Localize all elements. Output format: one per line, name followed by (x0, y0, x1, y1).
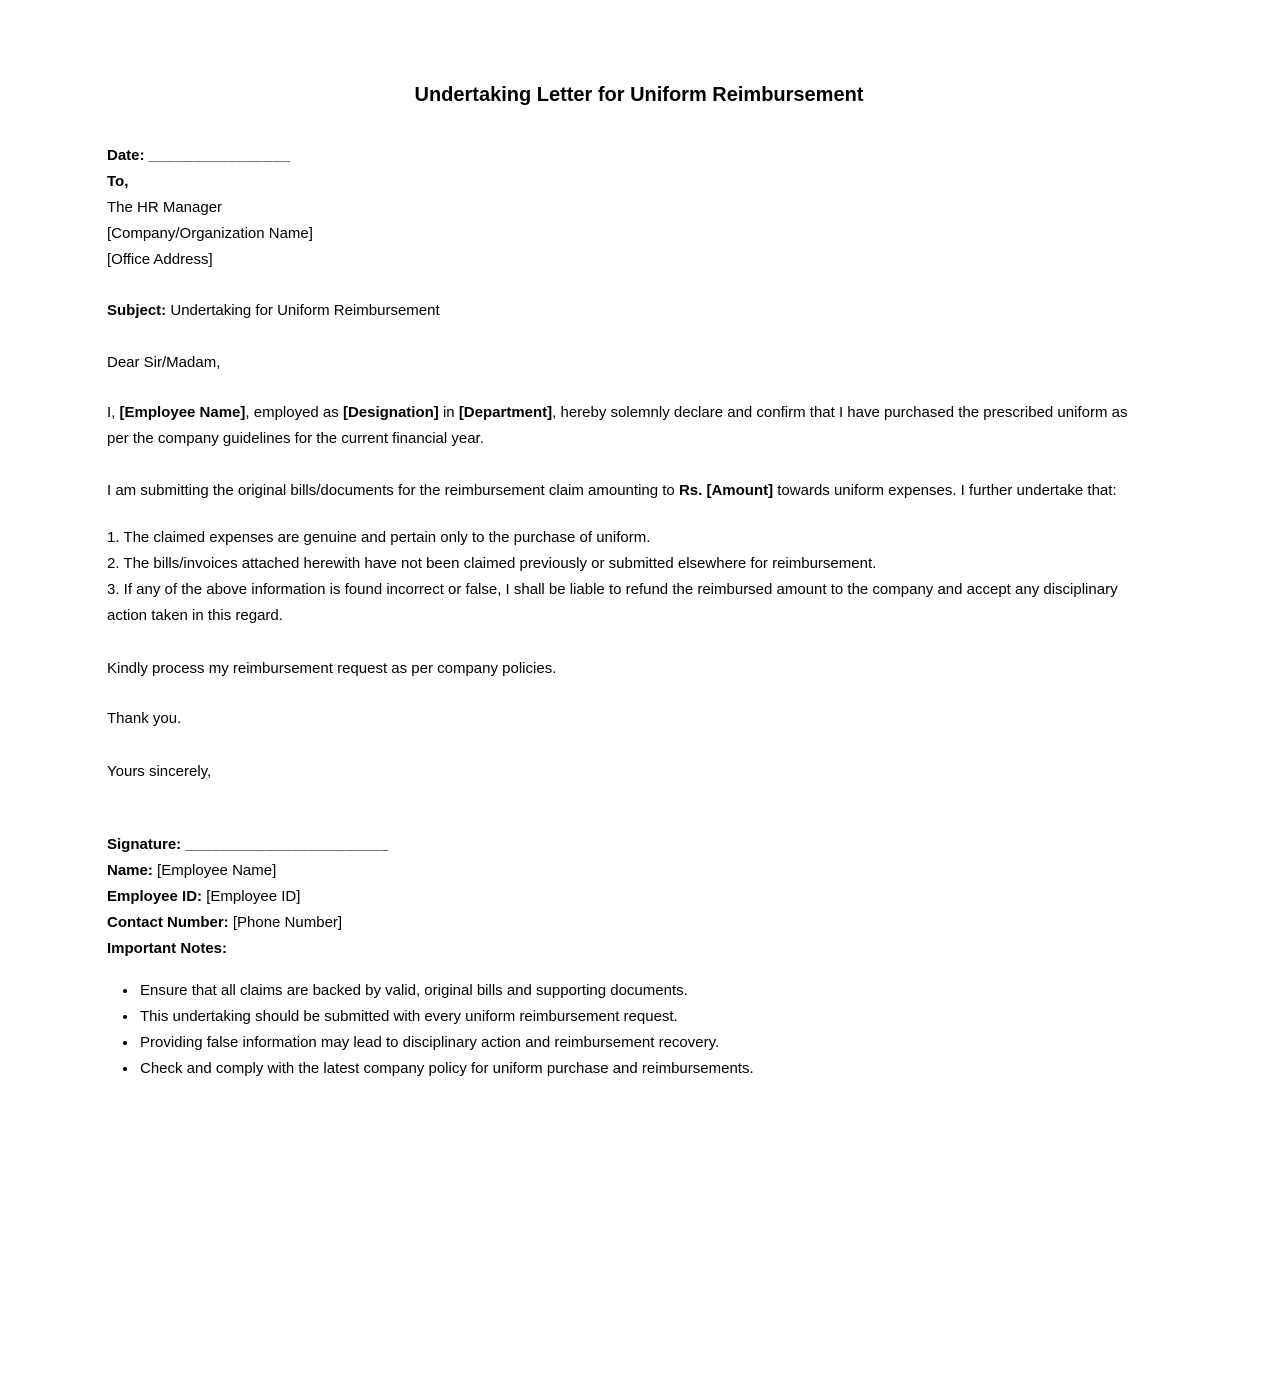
contact-row (107, 910, 1150, 936)
declaration-segment: in (438, 404, 459, 421)
undertaking-point: 1. The claimed expenses are genuine and pertain only to the purchase of uniform. (107, 529, 651, 546)
recipient-line: [Office Address] (107, 251, 213, 268)
notes-list (107, 978, 1150, 1082)
undertaking-points (107, 525, 1150, 629)
name-row (107, 858, 1150, 884)
signature-blank-line: _______________________ (185, 836, 389, 853)
signature-block (107, 832, 1150, 962)
letter-title: Undertaking Letter for Uniform Reimbursement (414, 84, 864, 106)
declaration-paragraph (107, 400, 1150, 452)
department-placeholder: [Department] (458, 404, 553, 421)
to-label: To, (107, 173, 129, 190)
name-value: [Employee Name] (157, 862, 277, 879)
declaration-segment: , hereby solemnly declare and confirm that I have purchased the prescribed uniform as per the company guidelines for the current financial year. (107, 404, 1128, 447)
undertaking-point: 3. If any of the above information is found incorrect or false, I shall be liable to refund the reimbursed amount to the company and accept any disciplinary action taken in this regard. (107, 581, 1118, 624)
note-item: • Check and comply with the latest company policy for uniform purchase and reimbursements. (138, 1056, 1150, 1082)
request-paragraph: Kindly process my reimbursement request as per company policies. (107, 660, 557, 677)
note-item: • Ensure that all claims are backed by valid, original bills and supporting documents. (138, 978, 1150, 1004)
amount-placeholder: Rs. [Amount] (678, 482, 774, 499)
letter-page (0, 84, 1278, 1082)
subject-row (107, 298, 1150, 324)
undertaking-point: 2. The bills/invoices attached herewith have not been claimed previously or submitted elsewhere for reimbursement. (107, 555, 877, 572)
employee-id-label: Employee ID: (107, 888, 203, 905)
designation-placeholder: [Designation] (342, 404, 439, 421)
subject-label: Subject: (107, 302, 167, 319)
declaration-segment: I, (107, 404, 120, 421)
name-label: Name: (107, 862, 153, 879)
employee-id-value: [Employee ID] (206, 888, 301, 905)
declaration-segment: , employed as (245, 404, 343, 421)
letter-header (107, 143, 1150, 273)
salutation: Dear Sir/Madam, (107, 354, 221, 371)
contact-label: Contact Number: (107, 914, 229, 931)
subject-text: Undertaking for Uniform Reimbursement (170, 302, 440, 319)
employee-name-placeholder: [Employee Name] (119, 404, 246, 421)
submission-segment: towards uniform expenses. I further undertake that: (773, 482, 1117, 499)
submission-paragraph (107, 478, 1150, 504)
note-item: • Providing false information may lead to disciplinary action and reimbursement recovery. (138, 1030, 1150, 1056)
signature-row (107, 832, 1150, 858)
date-row (107, 143, 1150, 169)
submission-segment: I am submitting the original bills/documents for the reimbursement claim amounting to (107, 482, 679, 499)
recipient-line: The HR Manager (107, 199, 223, 216)
employee-id-row (107, 884, 1150, 910)
thanks-paragraph: Thank you. (107, 710, 182, 727)
contact-value: [Phone Number] (232, 914, 343, 931)
letter-body (0, 143, 1278, 1082)
signoff-paragraph: Yours sincerely, (107, 763, 212, 780)
date-blank-line: ________________ (148, 147, 291, 164)
recipient-line: [Company/Organization Name] (107, 225, 313, 242)
date-label: Date: (107, 147, 145, 164)
signature-label: Signature: (107, 836, 182, 853)
important-notes-label: Important Notes: (107, 940, 227, 957)
note-item: • This undertaking should be submitted with every uniform reimbursement request. (138, 1004, 1150, 1030)
